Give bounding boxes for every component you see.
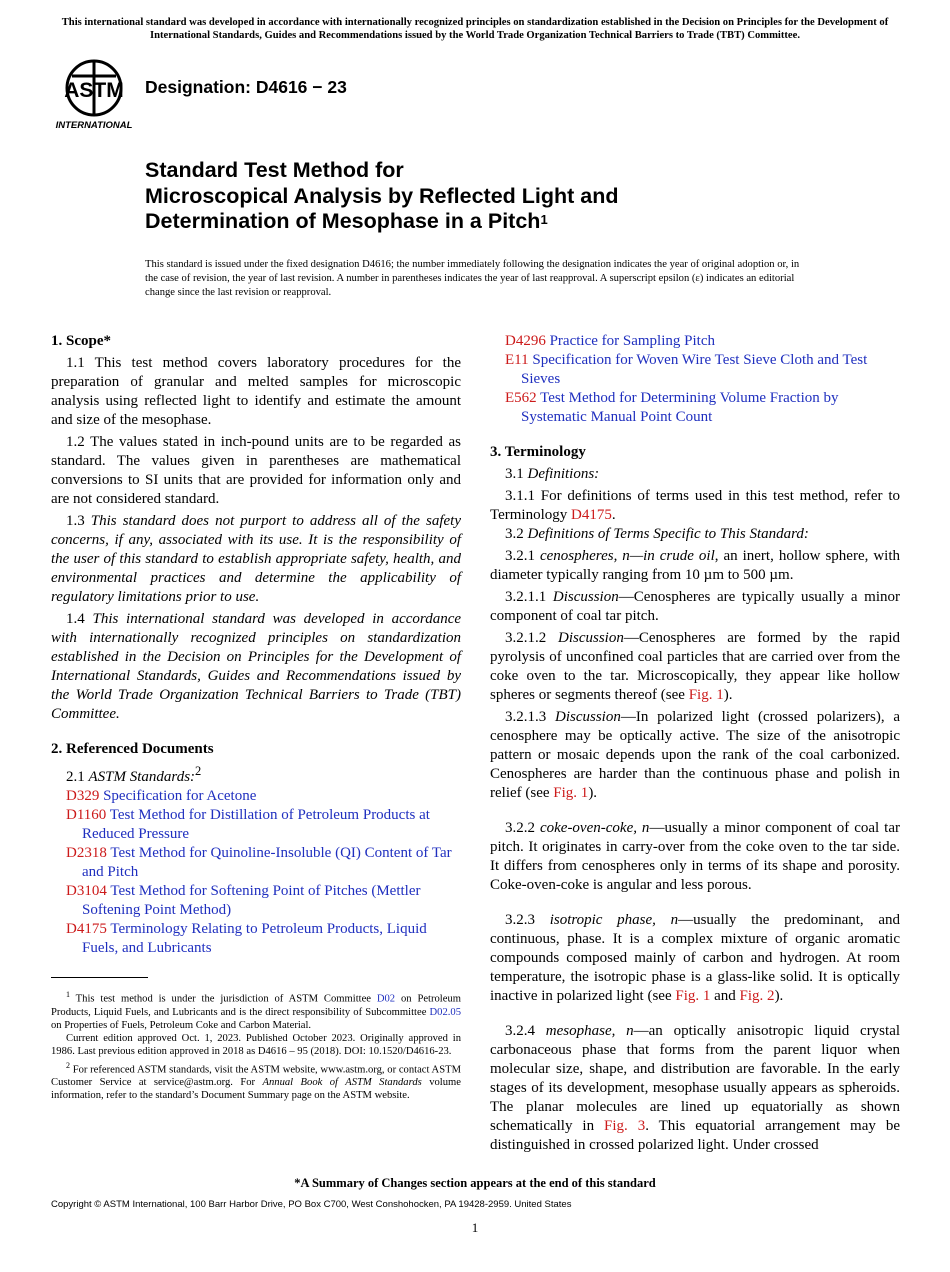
term-label: isotropic phase, n <box>549 912 679 928</box>
fig-1-link[interactable]: Fig. 1 <box>553 785 589 801</box>
right-column <box>490 332 900 1155</box>
term-3-2-num: 3.2 <box>505 526 524 542</box>
ref-title-link[interactable]: Specification for Acetone <box>103 788 257 804</box>
discussion-text: —Cenospheres are formed by the rapid pyrolysis of unconfined coal particles that are carried over from the coke oven to the tar. Microscopically, they appear like hollow spheres or segments thereof (see <box>490 630 901 703</box>
term-label: cenospheres, n—in crude oil <box>539 548 715 564</box>
ref-code-link[interactable]: D1160 <box>66 807 107 823</box>
ref-code-link[interactable]: D329 <box>66 788 100 804</box>
ref-code-link[interactable]: E11 <box>505 352 529 368</box>
document-title <box>145 158 619 235</box>
scope-1-1: 1.1 This test method covers laboratory procedures for the preparation of granular and melted samples for microscopic analysis using reflected light to identify and estimate the amount and size of the mesophase. <box>51 355 461 428</box>
discussion-label: Discussion <box>552 589 619 605</box>
term-cenospheres <box>490 547 900 585</box>
term-3-1-text: Definitions: <box>527 466 600 482</box>
designation: Designation: D4616 − 23 <box>145 77 347 97</box>
discussion-num: 3.2.1.1 <box>505 589 547 605</box>
discussion-3-2-1-1 <box>490 588 900 626</box>
logo-subtext: INTERNATIONAL <box>55 120 133 131</box>
ref-item[interactable] <box>490 389 900 427</box>
scope-1-3 <box>51 512 461 607</box>
term-mesophase <box>490 1022 900 1155</box>
term-isotropic-phase <box>490 911 900 1006</box>
title-line-1: Standard Test Method for <box>145 158 404 182</box>
term-end: ). <box>774 988 784 1004</box>
discussion-3-2-1-3 <box>490 708 900 803</box>
scope-1-4 <box>51 610 461 724</box>
discussion-end: ). <box>588 785 598 801</box>
ref-code-link[interactable]: D4296 <box>505 333 546 349</box>
term-and: and <box>710 988 740 1004</box>
footnote-2-text-b: volume information, refer to the standard’s Document Summary page on the ASTM website. <box>51 1077 461 1102</box>
term-label: mesophase, n <box>545 1023 634 1039</box>
term-num: 3.2.3 <box>505 912 535 928</box>
ref-code-link[interactable]: E562 <box>505 390 537 406</box>
term-coke-oven-coke <box>490 819 900 895</box>
ref-title-link[interactable]: Test Method for Quinoline-Insoluble (QI) Content of Tar and Pitch <box>82 845 452 880</box>
ref-title-link[interactable]: Specification for Woven Wire Test Sieve Cloth and Test Sieves <box>521 352 868 387</box>
refdocs-heading: 2. Referenced Documents <box>51 741 214 757</box>
ref-title-link[interactable]: Practice for Sampling Pitch <box>549 333 715 349</box>
term-3-1 <box>490 465 900 484</box>
subcommittee-d02-05-link[interactable]: D02.05 <box>429 1006 461 1018</box>
term-text: —usually a minor component of coal tar pitch. It originates in carry-over from the coke oven to the tar side. It differs from cenospheres only in terms of its shape and porosity. Coke-oven-coke is angular and less porous. <box>490 820 900 893</box>
footnote-2-mark: 2 <box>66 1060 70 1070</box>
term-end: . This equatorial arrangement may be distinguished in crossed polarized light. Under crossed <box>490 1118 900 1153</box>
ref-code-link[interactable]: D4175 <box>66 921 107 937</box>
ref-item[interactable] <box>51 920 461 958</box>
footnote-1-text-c: on Properties of Fuels, Petroleum Coke and Carbon Material. <box>51 1019 312 1031</box>
summary-of-changes-note: *A Summary of Changes section appears at the end of this standard <box>294 1176 656 1190</box>
ref-code-link[interactable]: D2318 <box>66 845 107 861</box>
footnote-2-text-a: For referenced ASTM standards, visit the ASTM website, www.astm.org, or contact ASTM Customer Service at service@astm.org. For <box>51 1064 461 1089</box>
page-number: 1 <box>471 1220 479 1235</box>
astm-standards-label <box>51 762 461 787</box>
title-footnote-mark: 1 <box>540 212 548 227</box>
footnote-1-approval: Current edition approved Oct. 1, 2023. Published October 2023. Originally approved in 1986. Last previous edition approved in 2018 as D4616 – 95 (2018). DOI: 10.1520/D4616-23. <box>51 1033 461 1058</box>
ref-title-link[interactable]: Test Method for Distillation of Petroleum Products at Reduced Pressure <box>82 807 430 842</box>
discussion-num: 3.2.1.2 <box>505 630 547 646</box>
discussion-end: ). <box>723 687 733 703</box>
discussion-label: Discussion <box>555 709 621 725</box>
ref-title-link[interactable]: Test Method for Determining Volume Fraction by Systematic Manual Point Count <box>521 390 839 425</box>
left-column <box>51 332 461 958</box>
fig-3-link[interactable]: Fig. 3 <box>604 1118 646 1134</box>
ref-item[interactable] <box>490 351 900 389</box>
footnote-2-italic: Annual Book of ASTM Standards <box>262 1077 422 1089</box>
footnote-divider <box>51 977 148 978</box>
scope-1-4-num: 1.4 <box>66 611 85 627</box>
committee-d02-link[interactable]: D02 <box>376 993 396 1005</box>
astm-logo <box>54 56 134 132</box>
ref-title-link[interactable]: Terminology Relating to Petroleum Products, Liquid Fuels, and Lubricants <box>82 921 427 956</box>
discussion-num: 3.2.1.3 <box>505 709 547 725</box>
discussion-text: —Cenospheres are typically usually a minor component of coal tar pitch. <box>490 589 900 624</box>
scope-1-4-text: This international standard was developed in accordance with internationally recognized principles on standardization established in the Decision on Principles for the Development of International Standards, Guides and Recommendations issued by the World Trade Organization Technical Barriers to Trade (TBT) Committee. <box>51 611 462 722</box>
scope-heading: 1. Scope* <box>51 333 111 349</box>
term-num: 3.2.1 <box>505 548 535 564</box>
top-notice: This international standard was developed in accordance with internationally recognized principles on standardization established in the Decision on Principles for the Development of International Standards, Guides and Recommendations issued by the World Trade Organization Technical Barriers to Trade (TBT) Committee. <box>61 17 889 41</box>
ref-title-link[interactable]: Test Method for Softening Point of Pitches (Mettler Softening Point Method) <box>82 883 421 918</box>
ref-item[interactable] <box>51 844 461 882</box>
fig-2-link[interactable]: Fig. 2 <box>739 988 775 1004</box>
footnotes <box>51 988 461 1103</box>
ref-code-link[interactable]: D3104 <box>66 883 107 899</box>
astm-standards-fn: 2 <box>195 764 202 778</box>
term-3-1-1-text: 3.1.1 For definitions of terms used in this test method, refer to Terminology <box>490 488 900 523</box>
ref-item[interactable] <box>51 806 461 844</box>
footnote-1-text-b: on Petroleum Products, Liquid Fuels, and Lubricants and is the direct responsibility of Subcommittee <box>51 993 461 1018</box>
terminology-heading: 3. Terminology <box>490 444 586 460</box>
discussion-3-2-1-2 <box>490 629 900 705</box>
footnote-1-mark: 1 <box>66 990 70 999</box>
term-label: coke-oven-coke, n <box>539 820 650 836</box>
term-text: —an optically anisotropic liquid crystal carbonaceous phase that forms from the parent liquor when molecular size, shape, and distribution are favorable. In the early stages of its development, mesophase usually appears as spheroids. The planar molecules are lined up equatorially as shown schematically in <box>490 1023 901 1134</box>
title-line-3: Determination of Mesophase in a Pitch <box>145 209 541 233</box>
footnote-1 <box>51 988 461 1032</box>
term-num: 3.2.4 <box>505 1023 535 1039</box>
d4175-link[interactable]: D4175 <box>571 507 612 523</box>
term-3-1-1 <box>490 487 900 525</box>
discussion-label: Discussion <box>558 630 624 646</box>
title-line-2: Microscopical Analysis by Reflected Light and <box>145 183 619 208</box>
term-3-1-num: 3.1 <box>505 466 524 482</box>
footnote-1-text-a: This test method is under the jurisdiction of ASTM Committee <box>70 993 377 1005</box>
astm-standards-num: 2.1 <box>66 769 85 785</box>
footnote-2 <box>51 1059 461 1103</box>
term-num: 3.2.2 <box>505 820 535 836</box>
term-text: —usually the predominant, and continuous, phase. It is a complex mixture of organic aromatic compounds composed mainly of carbon and hydrogen. At room temperature, the isotropic phase is a glass-like solid. It is optically inactive in polarized light (see <box>490 912 900 1004</box>
ref-item[interactable] <box>51 787 461 806</box>
term-3-2-text: Definitions of Terms Specific to This Standard: <box>527 526 809 542</box>
logo-text: ASTM <box>64 79 124 102</box>
astm-standards-text: ASTM Standards: <box>88 769 196 785</box>
scope-1-2: 1.2 The values stated in inch-pound units are to be regarded as standard. The values given in parentheses are mathematical conversions to SI units that are provided for information only and are not considered standard. <box>51 434 461 507</box>
copyright: Copyright © ASTM International, 100 Barr Harbor Drive, PO Box C700, West Conshohocken, PA 19428-2959. United States <box>51 1199 572 1210</box>
scope-1-3-num: 1.3 <box>66 513 85 529</box>
scope-1-3-text: This standard does not purport to address all of the safety concerns, if any, associated with its use. It is the responsibility of the user of this standard to establish appropriate safety, health, and environmental practices and determine the applicability of regulatory limitations prior to use. <box>51 513 461 605</box>
term-3-1-1-end: . <box>611 507 616 523</box>
discussion-text: —In polarized light (crossed polarizers), a cenosphere may be optically active. The size of the anisotropic pattern or mosaic depends upon the rank of the coal carbonized. Cenospheres are harder than the continuous phase and polish in relief (see <box>490 709 900 801</box>
fig-1-link[interactable]: Fig. 1 <box>675 988 711 1004</box>
term-3-2 <box>490 525 900 544</box>
ref-item[interactable] <box>51 882 461 920</box>
term-text: , an inert, hollow sphere, with diameter typically ranging from 10 µm to 500 µm. <box>490 548 900 583</box>
fig-1-link[interactable]: Fig. 1 <box>688 687 724 703</box>
issue-note: This standard is issued under the fixed designation D4616; the number immediately following the designation indicates the year of original adoption or, in the case of revision, the year of last revision. A number in parentheses indicates the year of last reapproval. A superscript epsilon (ε) indicates an editorial change since the last revision or reapproval. <box>145 259 800 298</box>
ref-item[interactable] <box>490 332 900 351</box>
